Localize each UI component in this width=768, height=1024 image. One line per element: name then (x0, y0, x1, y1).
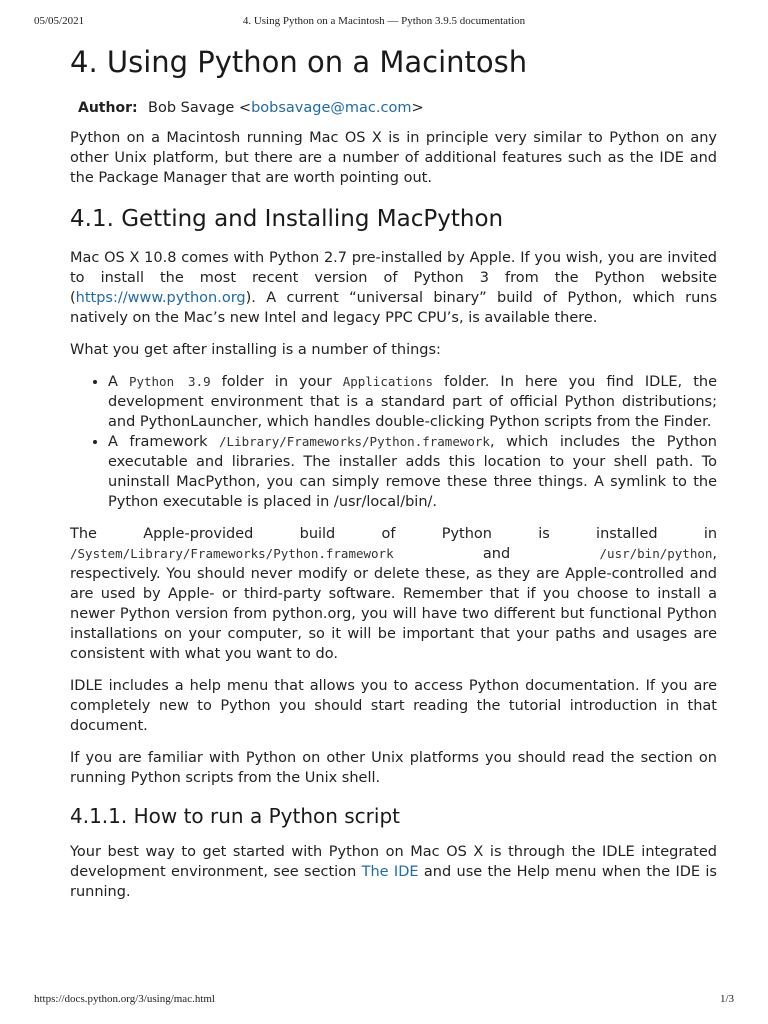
bullet1-code-applications: Applications (342, 374, 433, 389)
section-heading-getting-installing: 4.1. Getting and Installing MacPython (70, 206, 504, 232)
author-field (70, 98, 717, 118)
intro-paragraph: Python on a Macintosh running Mac OS X is in principle very similar to Python on any other Unix platform, but there are a number of additional features such as the IDE and the Package Manager that are worth pointing out. (70, 130, 717, 186)
word: in (703, 526, 718, 542)
idle-help-paragraph: IDLE includes a help menu that allows you to access Python documentation. If you are completely new to Python you should start reading the tutorial introduction in that document. (70, 678, 717, 734)
author-email-link[interactable]: bobsavage@mac.com (251, 100, 412, 116)
section-heading-run-script: 4.1.1. How to run a Python script (70, 804, 400, 828)
print-title: 4. Using Python on a Macintosh — Python 3.9.5 documentation (242, 15, 526, 27)
bullet2-code-framework: /Library/Frameworks/Python.framework (219, 434, 490, 449)
bullet1-code-python39: Python 3.9 (128, 374, 211, 389)
word: of (381, 526, 396, 542)
list-item (108, 372, 717, 432)
word: and (482, 546, 511, 562)
bullet2-text-a: A framework (108, 434, 220, 450)
author-suffix: > (411, 100, 424, 116)
list-item (108, 432, 717, 512)
author-label: Author: (78, 100, 138, 116)
run-text-a: Your best way to get started with Python on Mac OS X is through the IDLE integrated development environment, see section (70, 844, 717, 880)
bullet1-text-a: A (108, 374, 129, 390)
comma: , (712, 546, 718, 562)
page-title: 4. Using Python on a Macintosh (70, 45, 528, 79)
apple-build-line2 (70, 544, 717, 564)
run-script-paragraph (70, 842, 717, 902)
what-you-get-paragraph: What you get after installing is a number of things: (70, 342, 441, 358)
word: The (70, 526, 97, 542)
install-paragraph (70, 248, 717, 328)
author-name: Bob Savage < (148, 100, 252, 116)
word: Apple-provided (143, 526, 254, 542)
apple-build-line1 (70, 524, 717, 544)
page-number: 1/3 (719, 993, 734, 1005)
run-text-b: and use the Help menu when the IDE is running. (70, 864, 717, 900)
python-org-link[interactable]: https://www.python.org (75, 290, 246, 306)
the-ide-link[interactable]: The IDE (361, 864, 419, 880)
document-body (70, 38, 717, 914)
word: installed (596, 526, 658, 542)
install-contents-list (70, 372, 717, 512)
word: is (538, 526, 550, 542)
word: Python (441, 526, 492, 542)
system-framework-path: /System/Library/Frameworks/Python.framework (70, 546, 394, 561)
author-value (148, 98, 424, 118)
word: build (299, 526, 336, 542)
bullet1-text-c: folder. In here you find IDLE, the development environment that is a standard part of official Python distributions; and PythonLauncher, which handles double-clicking Python scripts from the Finder. (108, 374, 717, 430)
usr-bin-python-path: /usr/bin/python (599, 546, 713, 561)
install-text-b: ). A current “universal binary” build of Python, which runs natively on the Mac’s new Intel and legacy PPC CPU’s, is available there. (70, 290, 717, 326)
print-url: https://docs.python.org/3/using/mac.html (34, 993, 215, 1005)
bullet1-text-b: folder in your (210, 374, 343, 390)
apple-build-paragraph-rest: respectively. You should never modify or delete these, as they are Apple-controlled and are used by Apple- or third-party software. Remember that if you choose to install a newer Python version from python.org, you will have two different but functional Python installations on your computer, so it will be important that your paths and usages are consistent with what you want to do. (70, 566, 717, 662)
install-text-a: Mac OS X 10.8 comes with Python 2.7 pre-installed by Apple. If you wish, you are invited to install the most recent version of Python 3 from the Python website ( (70, 250, 717, 306)
bullet2-text-b: , which includes the Python executable and libraries. The installer adds this location to your shell path. To uninstall MacPython, you can simply remove these three things. A symlink to the Python executable is placed in /usr/local/bin/. (108, 434, 717, 510)
print-date: 05/05/2021 (34, 15, 85, 27)
unix-familiar-paragraph: If you are familiar with Python on other Unix platforms you should read the section on running Python scripts from the Unix shell. (70, 750, 717, 786)
